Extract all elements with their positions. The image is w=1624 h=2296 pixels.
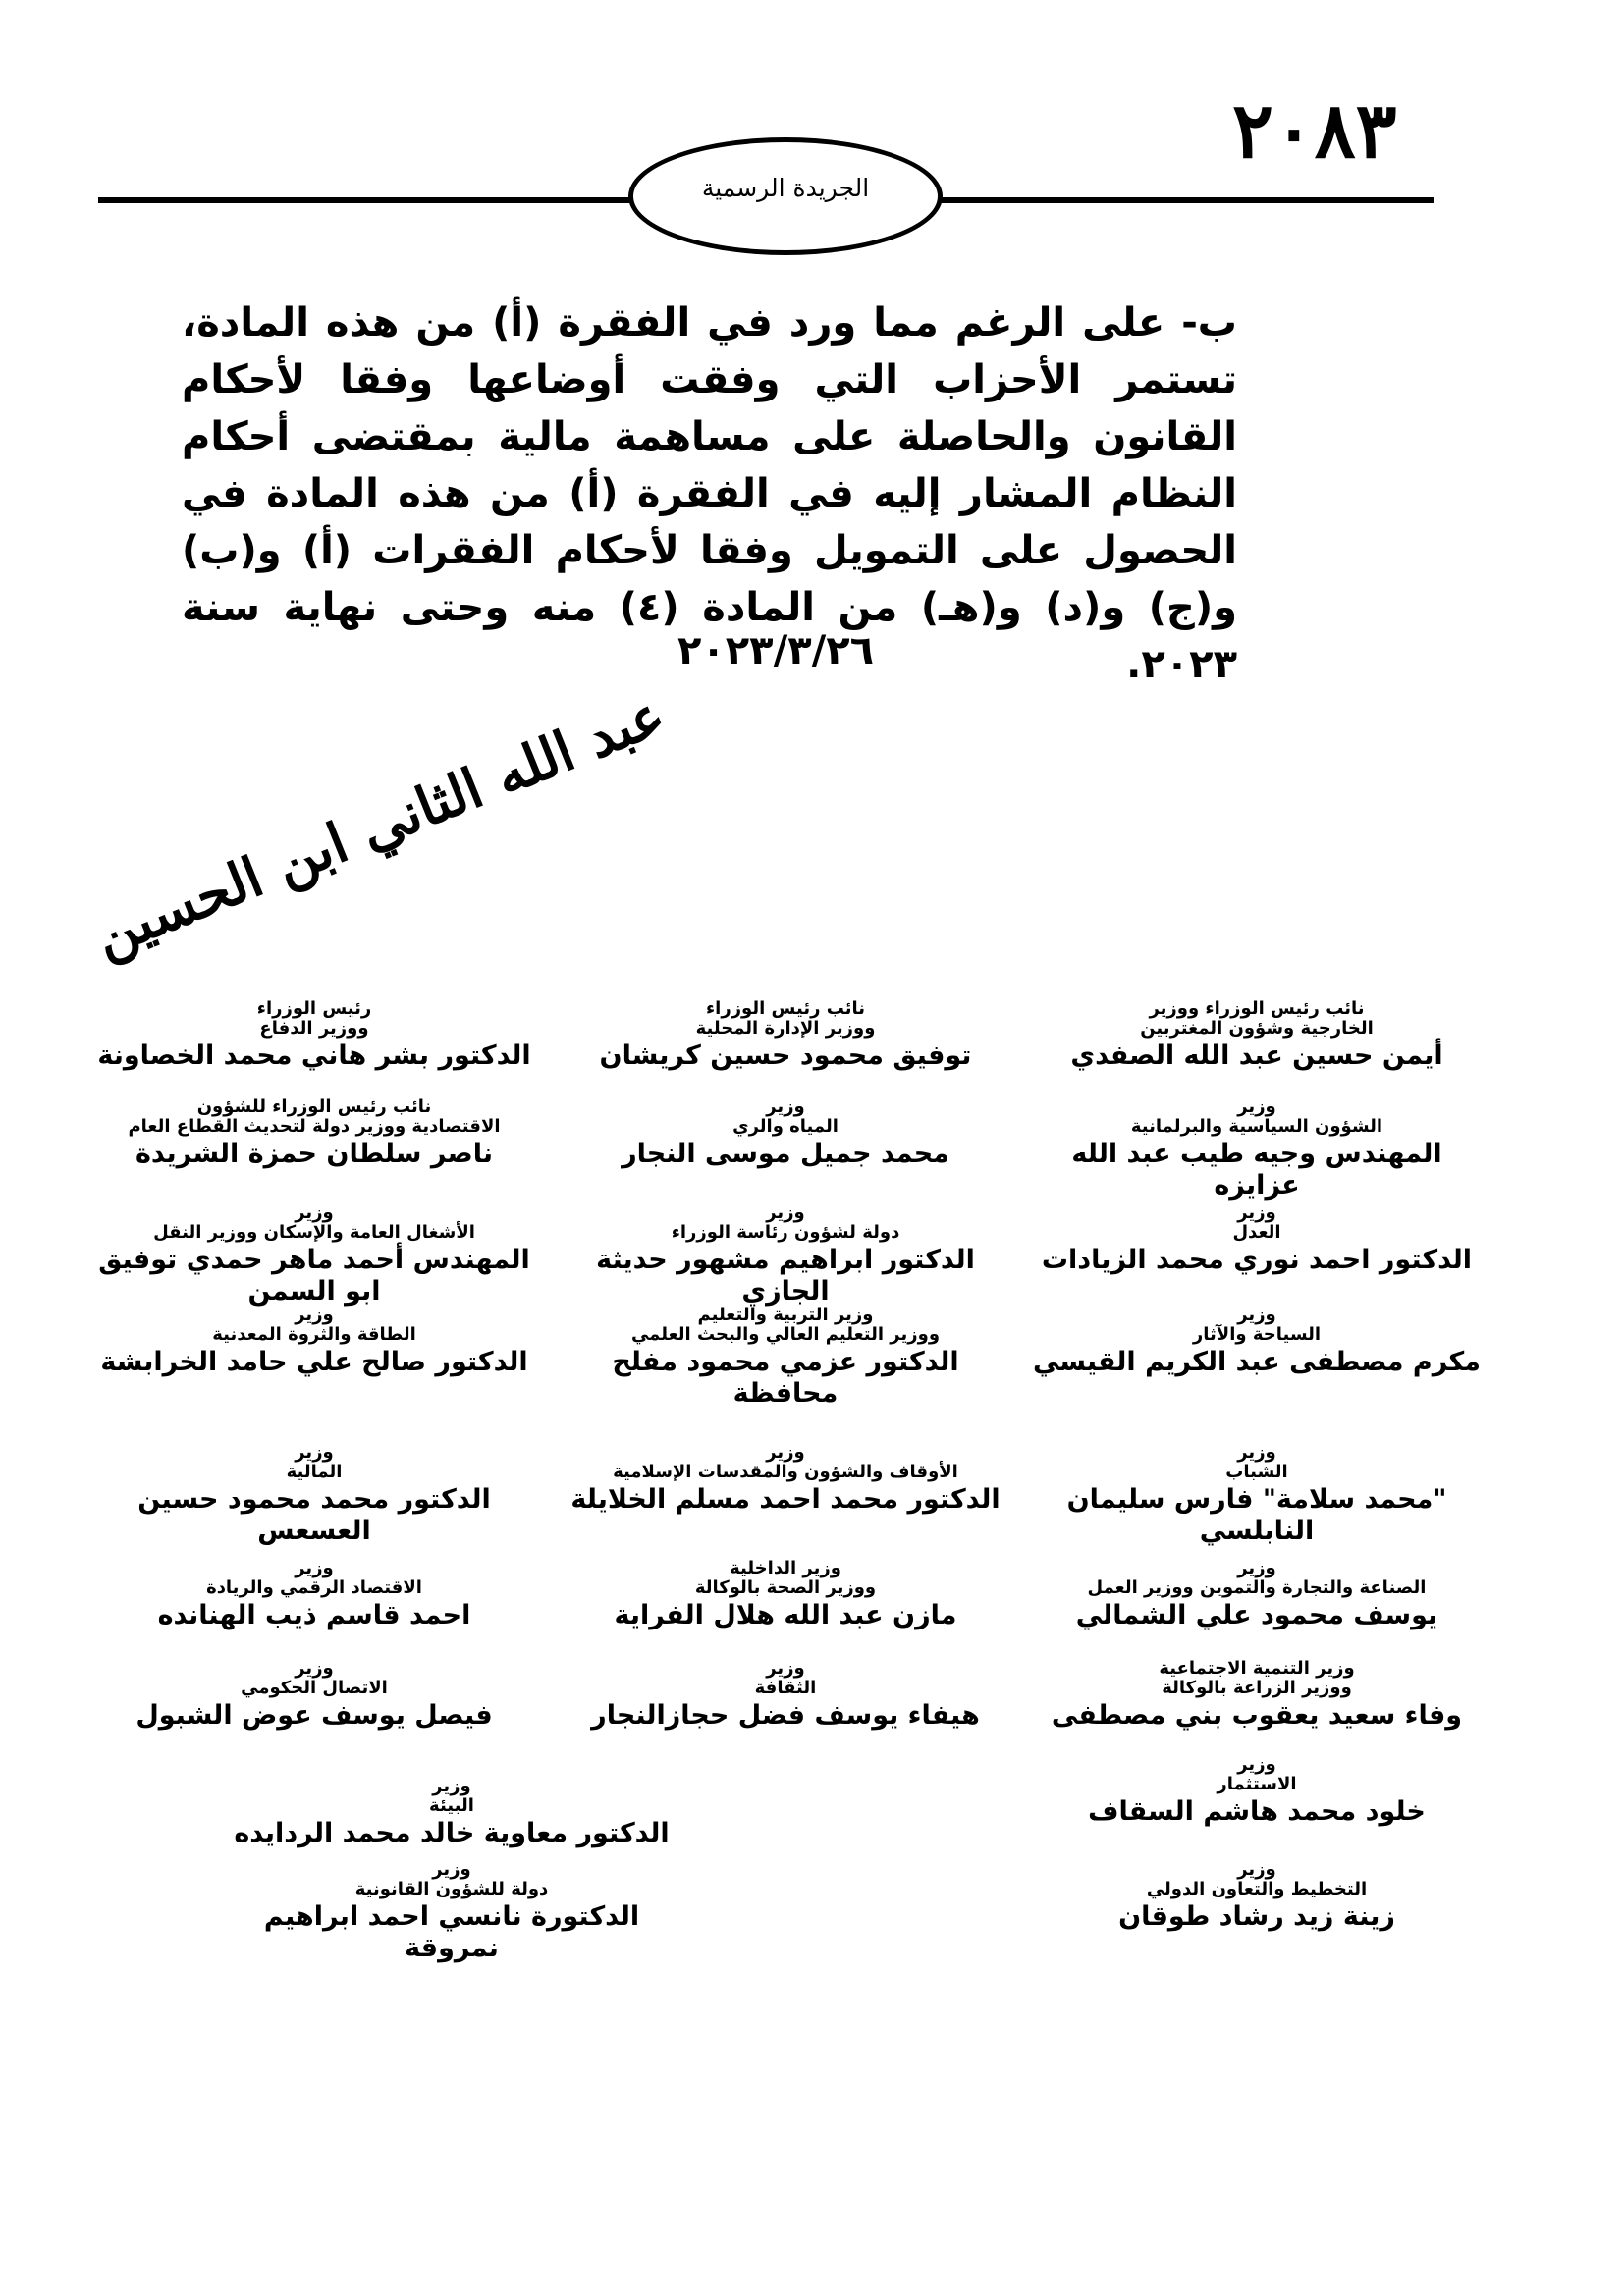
minister-entry: [88, 1443, 540, 1547]
minister-name: توفيق محمود حسين كريشان: [599, 1041, 972, 1071]
minister-role: وزير: [1237, 1442, 1276, 1463]
minister-name: مازن عبد الله هلال الفراية: [614, 1600, 957, 1630]
minister-name: زينة زيد رشاد طوقان: [1118, 1901, 1395, 1932]
minister-entry: [560, 999, 1011, 1072]
minister-entry: [88, 1097, 540, 1170]
minister-entry: [560, 1659, 1011, 1732]
minister-name: احمد قاسم ذيب الهنانده: [157, 1600, 471, 1630]
gazette-header-oval: [628, 137, 943, 255]
minister-entry: [1031, 1097, 1483, 1201]
minister-role: وزير: [766, 1202, 805, 1223]
minister-entry: [560, 1443, 1011, 1516]
minister-entry: [1031, 1755, 1483, 1828]
minister-role: الاقتصادية ووزير دولة لتحديث القطاع العام: [128, 1116, 501, 1137]
minister-name: محمد جميل موسى النجار: [622, 1139, 949, 1169]
page-number: ٢٠٨٣: [1232, 86, 1397, 176]
minister-entry: [88, 1306, 540, 1378]
minister-role: ووزير الزراعة بالوكالة: [1162, 1678, 1352, 1698]
minister-role: وزير: [432, 1776, 471, 1796]
minister-role: ووزير الإدارة المحلية: [695, 1018, 876, 1039]
minister-role: ووزير الدفاع: [259, 1018, 369, 1039]
minister-role: نائب رئيس الوزراء: [705, 998, 866, 1019]
minister-role: وزير: [432, 1859, 471, 1880]
gazette-title: الجريدة الرسمية: [701, 173, 870, 202]
minister-entry: [1031, 1559, 1483, 1631]
minister-name: أيمن حسين عبد الله الصفدي: [1070, 1041, 1443, 1071]
minister-entry: [88, 1203, 540, 1308]
minister-name: يوسف محمود علي الشمالي: [1075, 1600, 1438, 1630]
minister-role: السياحة والآثار: [1192, 1324, 1322, 1345]
minister-name: الدكتور احمد نوري محمد الزيادات: [1041, 1245, 1473, 1275]
minister-role: وزير: [766, 1096, 805, 1117]
minister-role: المياه والري: [732, 1116, 839, 1137]
minister-role: نائب رئيس الوزراء للشؤون: [196, 1096, 432, 1117]
minister-name: فيصل يوسف عوض الشبول: [135, 1700, 493, 1731]
minister-name: الدكتور صالح علي حامد الخرابشة: [100, 1347, 528, 1377]
minister-role: ووزير الصحة بالوكالة: [694, 1577, 877, 1598]
minister-name: الدكتور محمد احمد مسلم الخلايلة: [570, 1484, 1001, 1515]
minister-entry: [560, 1203, 1011, 1308]
minister-role: ووزير التعليم العالي والبحث العلمي: [630, 1324, 941, 1345]
minister-entry: [226, 1860, 677, 1964]
minister-entry: [560, 1306, 1011, 1410]
minister-role: التخطيط والتعاون الدولي: [1146, 1879, 1368, 1899]
minister-name: وفاء سعيد يعقوب بني مصطفى: [1051, 1700, 1463, 1731]
minister-role: الاتصال الحكومي: [241, 1678, 388, 1698]
minister-entry: [1031, 1306, 1483, 1378]
minister-role: وزير: [1237, 1202, 1276, 1223]
minister-role: وزير التربية والتعليم: [697, 1305, 874, 1325]
minister-entry: [1031, 1203, 1483, 1276]
royal-signature-text: عبد الله الثاني ابن الحسين: [84, 681, 675, 971]
minister-role: وزير: [1237, 1859, 1276, 1880]
minister-role: وزير: [766, 1442, 805, 1463]
minister-role: الشؤون السياسية والبرلمانية: [1130, 1116, 1383, 1137]
minister-role: وزير: [295, 1658, 334, 1679]
minister-role: الأشغال العامة والإسكان ووزير النقل: [153, 1222, 475, 1243]
minister-entry: [1031, 999, 1483, 1072]
minister-role: وزير: [295, 1442, 334, 1463]
minister-name: المهندس أحمد ماهر حمدي توفيق ابو السمن: [98, 1245, 530, 1307]
minister-name: الدكتور عزمي محمود مفلح محافظة: [612, 1347, 959, 1409]
royal-signature: [84, 681, 675, 971]
minister-role: وزير: [295, 1558, 334, 1578]
minister-role: الاستثمار: [1217, 1774, 1297, 1794]
minister-role: دولة للشؤون القانونية: [354, 1879, 549, 1899]
minister-role: وزير الداخلية: [730, 1558, 841, 1578]
minister-role: الطاقة والثروة المعدنية: [212, 1324, 416, 1345]
minister-role: الصناعة والتجارة والتموين ووزير العمل: [1087, 1577, 1427, 1598]
minister-name: الدكتور محمد محمود حسين العسعس: [137, 1484, 491, 1546]
minister-entry: [1031, 1860, 1483, 1933]
minister-entry: [88, 999, 540, 1072]
minister-role: العدل: [1232, 1222, 1281, 1243]
issue-date: ٢٠٢٣/٣/٢٦: [677, 628, 875, 673]
minister-role: وزير: [1237, 1096, 1276, 1117]
minister-role: وزير: [295, 1202, 334, 1223]
minister-role: وزير: [1237, 1558, 1276, 1578]
minister-role: وزير التنمية الاجتماعية: [1159, 1658, 1355, 1679]
minister-role: البيئة: [429, 1795, 474, 1816]
minister-role: المالية: [286, 1462, 343, 1482]
minister-entry: [88, 1559, 540, 1631]
minister-role: الثقافة: [754, 1678, 817, 1698]
minister-name: الدكتور بشر هاني محمد الخصاونة: [97, 1041, 531, 1071]
minister-role: دولة لشؤون رئاسة الوزراء: [671, 1222, 900, 1243]
law-article-paragraph: ب- على الرغم مما ورد في الفقرة (أ) من هذه المادة، تستمر الأحزاب التي وفقت أوضاعها وفقا لأحكام القانون والحاصلة على مساهمة مالية بمقتضى أحكام النظام المشار إليه في الفقرة (أ) من هذه المادة في الحصول على التمويل وفقا لأحكام الفقرات (أ) و(ب) و(ج) و(د) و(هـ) من المادة (٤) منه وحتى نهاية سنة ٢٠٢٣.: [182, 300, 1237, 687]
minister-name: الدكتور معاوية خالد محمد الردايده: [234, 1818, 670, 1848]
minister-entry: [560, 1097, 1011, 1170]
minister-role: الأوقاف والشؤون والمقدسات الإسلامية: [613, 1462, 958, 1482]
minister-role: وزير: [1237, 1305, 1276, 1325]
minister-role: الشباب: [1225, 1462, 1288, 1482]
minister-role: وزير: [766, 1658, 805, 1679]
minister-role: وزير: [1237, 1754, 1276, 1775]
minister-name: الدكتورة نانسي احمد ابراهيم نمروقة: [263, 1901, 640, 1963]
minister-role: الاقتصاد الرقمي والريادة: [206, 1577, 422, 1598]
minister-name: الدكتور ابراهيم مشهور حديثة الجازي: [596, 1245, 975, 1307]
minister-name: مكرم مصطفى عبد الكريم القيسي: [1033, 1347, 1481, 1377]
minister-role: نائب رئيس الوزراء ووزير: [1149, 998, 1365, 1019]
minister-entry: [1031, 1443, 1483, 1547]
minister-name: المهندس وجيه طيب عبد الله عزايزه: [1071, 1139, 1442, 1201]
minister-entry: [226, 1777, 677, 1849]
minister-name: خلود محمد هاشم السقاف: [1088, 1796, 1426, 1827]
minister-entry: [560, 1559, 1011, 1631]
minister-role: وزير: [295, 1305, 334, 1325]
minister-entry: [88, 1659, 540, 1732]
minister-entry: [1031, 1659, 1483, 1732]
minister-name: "محمد سلامة" فارس سليمان النابلسي: [1066, 1484, 1447, 1546]
minister-name: ناصر سلطان حمزة الشريدة: [135, 1139, 494, 1169]
minister-role: رئيس الوزراء: [256, 998, 372, 1019]
minister-role: الخارجية وشؤون المغتربين: [1140, 1018, 1374, 1039]
minister-name: هيفاء يوسف فضل حجازالنجار: [591, 1700, 980, 1731]
